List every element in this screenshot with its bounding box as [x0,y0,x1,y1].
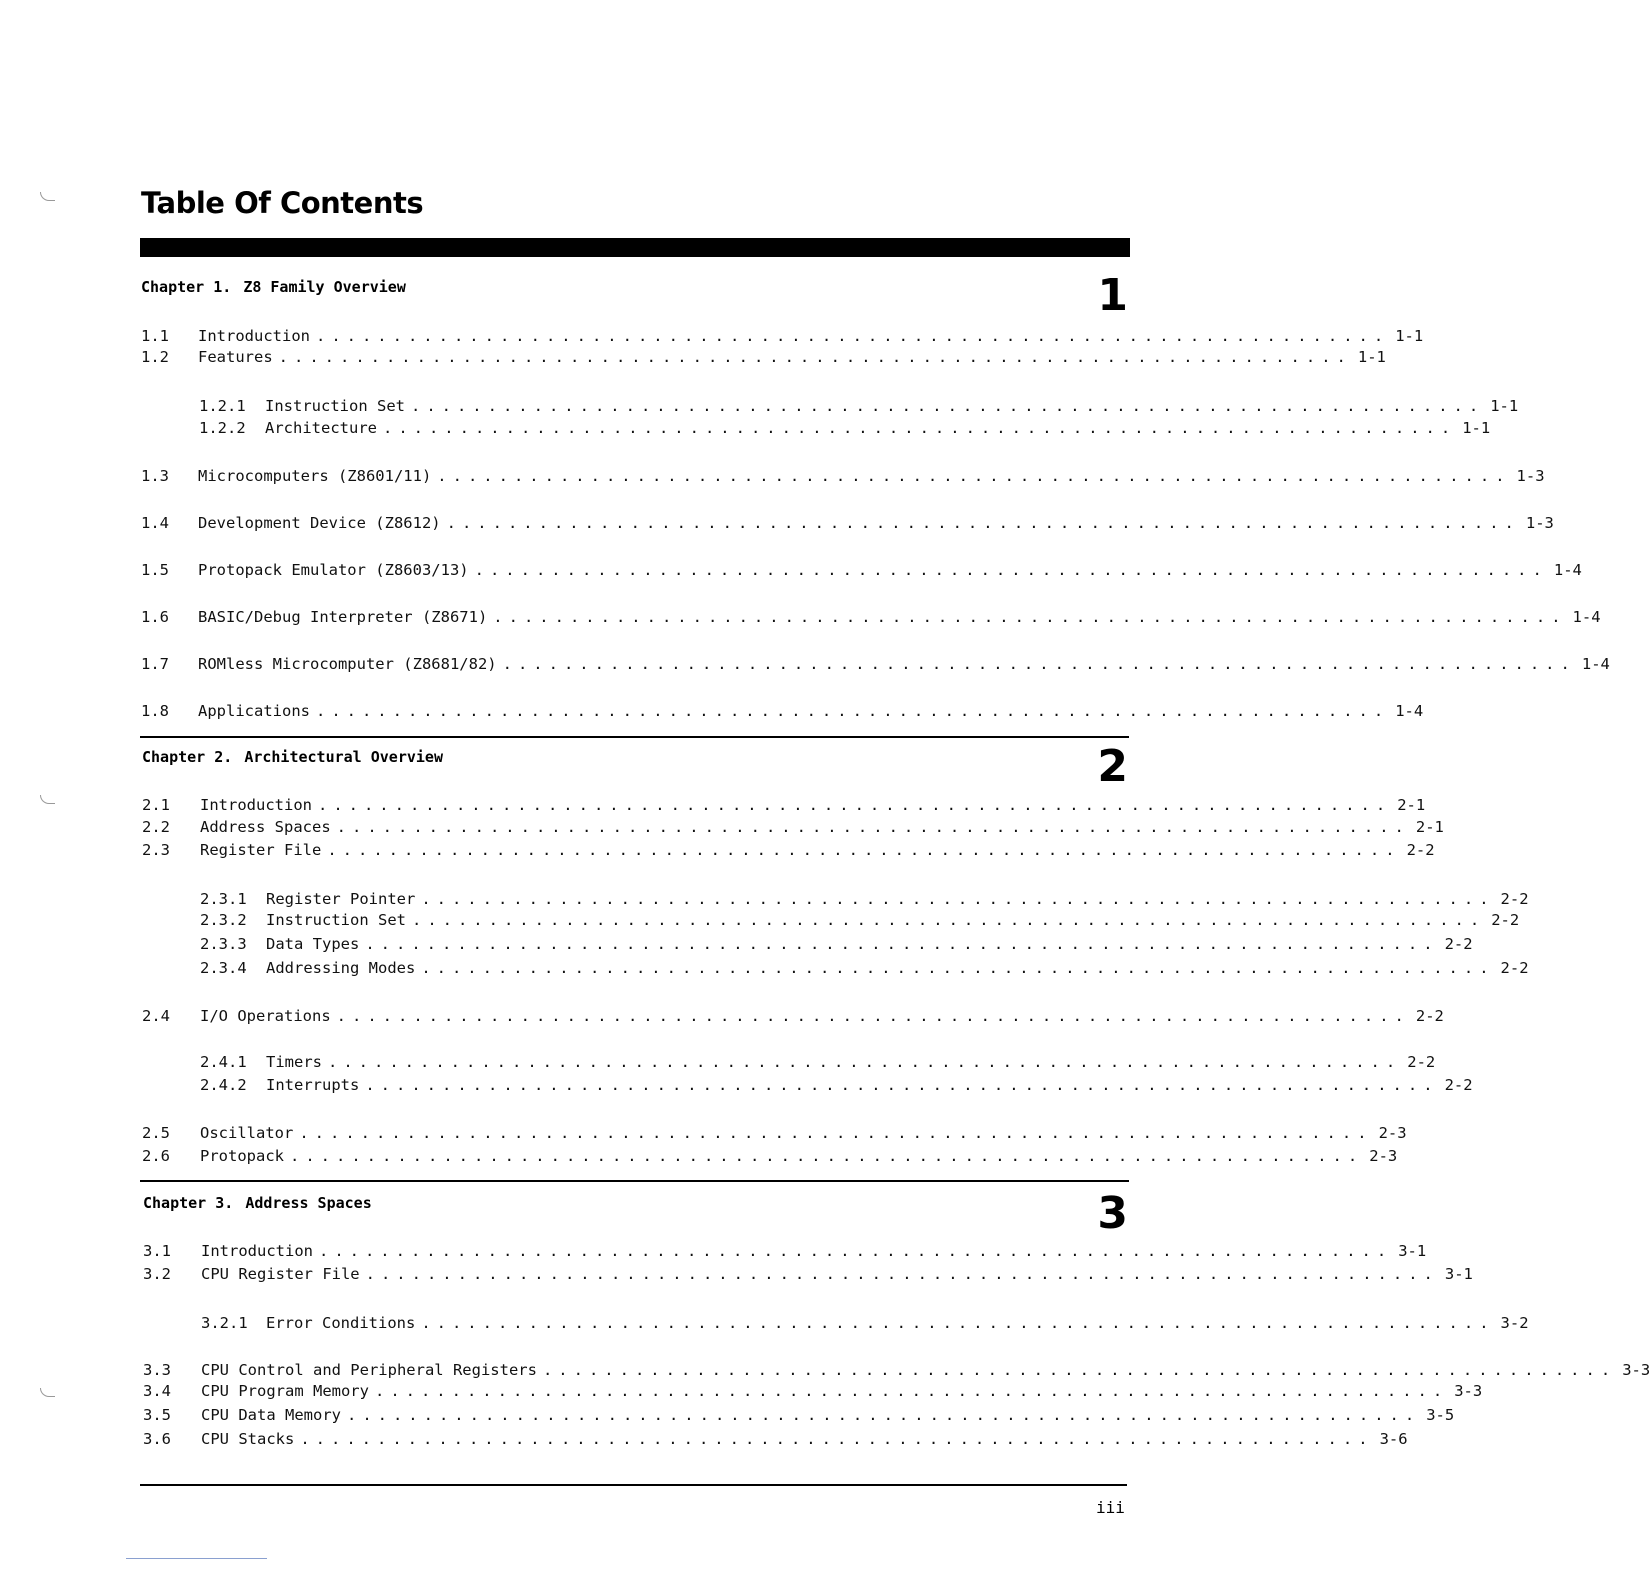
entry-label: CPU Program Memory [201,1382,369,1400]
entry-label: CPU Register File [201,1265,360,1283]
entry-label: Applications [198,702,310,720]
toc-entry[interactable] [141,653,1610,675]
dot-leader: ...................................................................... [328,1053,1402,1071]
entry-label: Microcomputers (Z8601/11) [198,467,432,485]
entry-page: 1-4 [1572,608,1601,626]
entry-number: 2.3.1 [200,890,247,908]
entry-page: 3-5 [1426,1406,1455,1424]
footer-rule [140,1484,1127,1486]
entry-page: 2-2 [1491,911,1520,929]
toc-entry[interactable] [141,512,1554,534]
entry-number: 2.1 [142,796,170,814]
dot-leader: ...................................................................... [365,1265,1439,1283]
punch-hole-mark [40,192,55,201]
entry-page: 2-2 [1500,959,1529,977]
page-title: Table Of Contents [141,186,424,220]
toc-entry[interactable] [141,465,1545,487]
entry-label: Instruction Set [265,397,405,415]
dot-leader: ...................................................................... [365,935,1439,953]
entry-page: 2-3 [1378,1124,1407,1142]
scan-artifact-line [126,1558,267,1559]
toc-entry[interactable] [201,1312,1529,1334]
entry-label: CPU Data Memory [201,1406,341,1424]
chapter-label: Chapter 3. [143,1194,234,1212]
dot-leader: ...................................................................... [474,561,1548,579]
entry-number: 1.1 [141,327,169,345]
entry-page: 2-2 [1406,841,1435,859]
entry-label: Introduction [201,1242,313,1260]
entry-page: 2-3 [1369,1147,1398,1165]
entry-number: 1.2.2 [199,419,246,437]
chapter-label: Chapter 1. [141,278,232,296]
entry-number: 2.3.2 [200,911,247,929]
entry-number: 3.5 [143,1406,171,1424]
toc-entry[interactable] [142,816,1444,838]
entry-number: 1.5 [141,561,169,579]
entry-label: Data Types [266,935,360,953]
dot-leader: ...................................................................... [278,348,1352,366]
dot-leader: ...................................................................... [299,1124,1373,1142]
entry-number: 2.5 [142,1124,170,1142]
entry-label: Features [198,348,273,366]
dot-leader: ...................................................................... [421,1314,1495,1332]
entry-page: 3-2 [1500,1314,1529,1332]
toc-entry[interactable] [141,700,1424,722]
dot-leader: ...................................................................... [493,608,1567,626]
entry-number: 1.2.1 [199,397,246,415]
toc-entry[interactable] [143,1240,1427,1262]
dot-leader: ...................................................................... [421,890,1495,908]
entry-number: 1.2 [141,348,169,366]
entry-page: 1-1 [1395,327,1424,345]
entry-label: I/O Operations [200,1007,331,1025]
chapter-title: Address Spaces [245,1194,372,1212]
entry-page: 3-1 [1444,1265,1473,1283]
toc-entry[interactable] [143,1380,1483,1402]
dot-leader: ...................................................................... [446,514,1520,532]
entry-label: BASIC/Debug Interpreter (Z8671) [198,608,488,626]
entry-label: Protopack Emulator (Z8603/13) [198,561,469,579]
entry-page: 2-2 [1415,1007,1444,1025]
entry-page: 2-2 [1444,935,1473,953]
entry-number: 3.3 [143,1361,171,1379]
entry-number: 3.4 [143,1382,171,1400]
toc-entry[interactable] [142,1005,1444,1027]
entry-page: 1-1 [1462,419,1491,437]
entry-label: Introduction [198,327,310,345]
punch-hole-mark [40,1388,55,1397]
toc-entry[interactable] [143,1428,1408,1450]
dot-leader: ...................................................................... [317,796,1392,814]
entry-number: 1.3 [141,467,169,485]
entry-label: CPU Control and Peripheral Registers [201,1361,537,1379]
entry-number: 2.4.1 [200,1053,247,1071]
entry-label: CPU Stacks [201,1430,295,1448]
dot-leader: ...................................................................... [336,818,1410,836]
entry-page: 1-1 [1357,348,1386,366]
toc-entry[interactable] [141,325,1424,347]
chapter-3-heading [143,1194,372,1212]
dot-leader: ...................................................................... [410,397,1485,415]
entry-label: Architecture [265,419,377,437]
entry-label: Development Device (Z8612) [198,514,441,532]
entry-number: 2.6 [142,1147,170,1165]
dot-leader: ...................................................................... [502,655,1576,673]
entry-number: 3.6 [143,1430,171,1448]
entry-number: 2.3 [142,841,170,859]
entry-number: 1.4 [141,514,169,532]
dot-leader: ...................................................................... [542,1361,1617,1379]
dot-leader: ...................................................................... [327,841,1401,859]
dot-leader: ...................................................................... [437,467,1511,485]
toc-entry[interactable] [199,417,1491,439]
toc-entry[interactable] [143,1404,1455,1426]
toc-entry[interactable] [141,559,1582,581]
toc-entry[interactable] [141,606,1601,628]
chapter-2-tab-number: 2 [1097,741,1128,792]
entry-page: 2-2 [1444,1076,1473,1094]
toc-entry[interactable] [200,1051,1436,1073]
toc-entry[interactable] [199,395,1519,417]
chapter-3-tab-number: 3 [1097,1188,1128,1239]
dot-leader: ...................................................................... [411,911,1486,929]
dot-leader: ...................................................................... [382,419,1457,437]
chapter-label: Chapter 2. [142,748,233,766]
entry-number: 2.4.2 [200,1076,247,1094]
entry-number: 1.8 [141,702,169,720]
toc-entry[interactable] [200,888,1529,910]
dot-leader: ...................................................................... [290,1147,1364,1165]
entry-number: 3.2 [143,1265,171,1283]
title-bar [140,238,1130,257]
entry-label: Error Conditions [266,1314,416,1332]
toc-entry[interactable] [143,1263,1473,1285]
entry-page: 3-6 [1379,1430,1408,1448]
toc-entry[interactable] [200,1074,1473,1096]
entry-number: 2.3.3 [200,935,247,953]
chapter-divider [140,1180,1129,1182]
dot-leader: ...................................................................... [315,327,1390,345]
chapter-title: Z8 Family Overview [243,278,406,296]
dot-leader: ...................................................................... [315,702,1390,720]
dot-leader: ...................................................................... [336,1007,1410,1025]
entry-page: 1-4 [1395,702,1424,720]
toc-entry[interactable] [142,1145,1398,1167]
entry-label: Timers [266,1053,322,1071]
toc-entry[interactable] [143,1359,1650,1381]
entry-label: Instruction Set [266,911,406,929]
page-number: iii [1096,1498,1125,1517]
entry-page: 1-4 [1581,655,1610,673]
dot-leader: ...................................................................... [421,959,1495,977]
entry-label: Register File [200,841,322,859]
entry-page: 3-1 [1398,1242,1427,1260]
entry-number: 1.7 [141,655,169,673]
toc-entry[interactable] [200,957,1529,979]
chapter-divider [140,736,1129,738]
toc-entry[interactable] [142,839,1435,861]
chapter-2-heading [142,748,443,766]
entry-label: Addressing Modes [266,959,416,977]
toc-entry[interactable] [142,1122,1407,1144]
entry-page: 2-2 [1500,890,1529,908]
entry-page: 1-3 [1525,514,1554,532]
entry-label: Protopack [200,1147,284,1165]
entry-number: 3.2.1 [201,1314,248,1332]
dot-leader: ...................................................................... [300,1430,1374,1448]
entry-page: 1-3 [1516,467,1545,485]
entry-page: 1-1 [1490,397,1519,415]
toc-entry[interactable] [200,933,1473,955]
entry-label: Introduction [200,796,312,814]
entry-page: 2-1 [1415,818,1444,836]
entry-number: 2.2 [142,818,170,836]
entry-page: 3-3 [1622,1361,1650,1379]
chapter-title: Architectural Overview [244,748,443,766]
entry-page: 2-2 [1407,1053,1436,1071]
entry-number: 1.6 [141,608,169,626]
entry-number: 2.4 [142,1007,170,1025]
entry-label: Register Pointer [266,890,416,908]
entry-page: 2-1 [1397,796,1426,814]
dot-leader: ...................................................................... [374,1382,1449,1400]
chapter-1-heading [141,278,406,296]
entry-number: 2.3.4 [200,959,247,977]
entry-page: 3-3 [1454,1382,1483,1400]
punch-hole-mark [40,795,55,804]
entry-label: Oscillator [200,1124,294,1142]
toc-entry[interactable] [142,794,1426,816]
dot-leader: ...................................................................... [318,1242,1393,1260]
dot-leader: ...................................................................... [365,1076,1439,1094]
dot-leader: ...................................................................... [346,1406,1421,1424]
chapter-1-tab-number: 1 [1097,270,1128,321]
toc-entry[interactable] [200,909,1520,931]
entry-label: Interrupts [266,1076,360,1094]
entry-page: 1-4 [1553,561,1582,579]
entry-label: ROMless Microcomputer (Z8681/82) [198,655,497,673]
entry-number: 3.1 [143,1242,171,1260]
toc-entry[interactable] [141,346,1386,368]
entry-label: Address Spaces [200,818,331,836]
